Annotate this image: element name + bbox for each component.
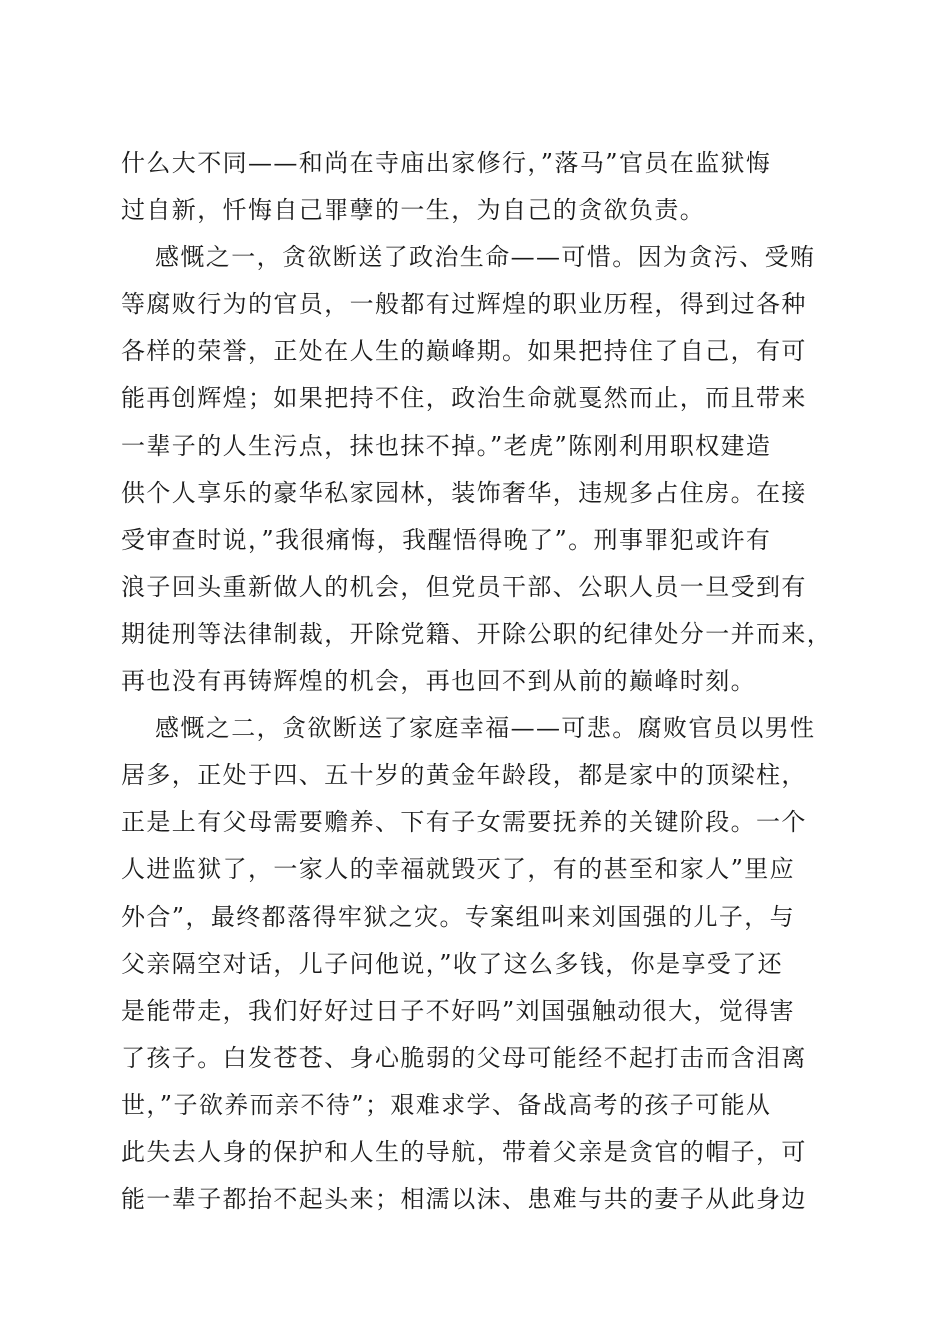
text-line: 世，”子欲养而亲不待”；艰难求学、备战高考的孩子可能从 xyxy=(121,1090,772,1119)
text-line: 能一辈子都抬不起头来；相濡以沫、患难与共的妻子从此身边 xyxy=(121,1185,807,1214)
text-line: 一辈子的人生污点，抹也抹不掉。”老虎”陈刚利用职权建造 xyxy=(121,431,772,460)
text-line: 受审查时说，”我很痛悔，我醒悟得晚了”。刑事罪犯或许有 xyxy=(121,525,772,554)
body-text xyxy=(121,140,841,1223)
paragraph-start-line: 感慨之二，贪欲断送了家庭幸福——可悲。腐败官员以男性 xyxy=(155,714,816,743)
text-line: 再也没有再铸辉煌的机会，再也回不到从前的巅峰时刻。 xyxy=(121,667,756,696)
text-line: 父亲隔空对话，儿子问他说，”收了这么多钱，你是享受了还 xyxy=(121,949,784,978)
text-line: 过自新，忏悔自己罪孽的一生，为自己的贪欲负责。 xyxy=(121,196,706,225)
text-line: 等腐败行为的官员，一般都有过辉煌的职业历程，得到过各种 xyxy=(121,290,807,319)
text-line: 各样的荣誉，正处在人生的巅峰期。如果把持住了自己，有可 xyxy=(121,337,807,366)
paragraph-start-line: 感慨之一，贪欲断送了政治生命——可惜。因为贪污、受贿 xyxy=(155,243,816,272)
text-line: 浪子回头重新做人的机会，但党员干部、公职人员一旦受到有 xyxy=(121,572,807,601)
text-line: 是能带走，我们好好过日子不好吗”刘国强触动很大，觉得害 xyxy=(121,996,796,1025)
text-line: 人进监狱了，一家人的幸福就毁灭了，有的甚至和家人”里应 xyxy=(121,855,796,884)
text-line: 外合”，最终都落得牢狱之灾。专案组叫来刘国强的儿子，与 xyxy=(121,902,796,931)
text-line: 正是上有父母需要赡养、下有子女需要抚养的关键阶段。一个 xyxy=(121,808,807,837)
text-line: 居多，正处于四、五十岁的黄金年龄段，都是家中的顶梁柱， xyxy=(121,761,807,790)
text-line: 能再创辉煌；如果把持不住，政治生命就戛然而止，而且带来 xyxy=(121,384,807,413)
text-line: 此失去人身的保护和人生的导航，带着父亲是贪官的帽子，可 xyxy=(121,1137,807,1166)
text-line: 供个人享乐的豪华私家园林，装饰奢华，违规多占住房。在接 xyxy=(121,478,807,507)
text-line: 什么大不同——和尚在寺庙出家修行，”落马”官员在监狱悔 xyxy=(121,149,772,177)
text-line: 了孩子。白发苍苍、身心脆弱的父母可能经不起打击而含泪离 xyxy=(121,1043,807,1072)
text-line: 期徒刑等法律制裁，开除党籍、开除公职的纪律处分一并而来， xyxy=(121,619,833,648)
